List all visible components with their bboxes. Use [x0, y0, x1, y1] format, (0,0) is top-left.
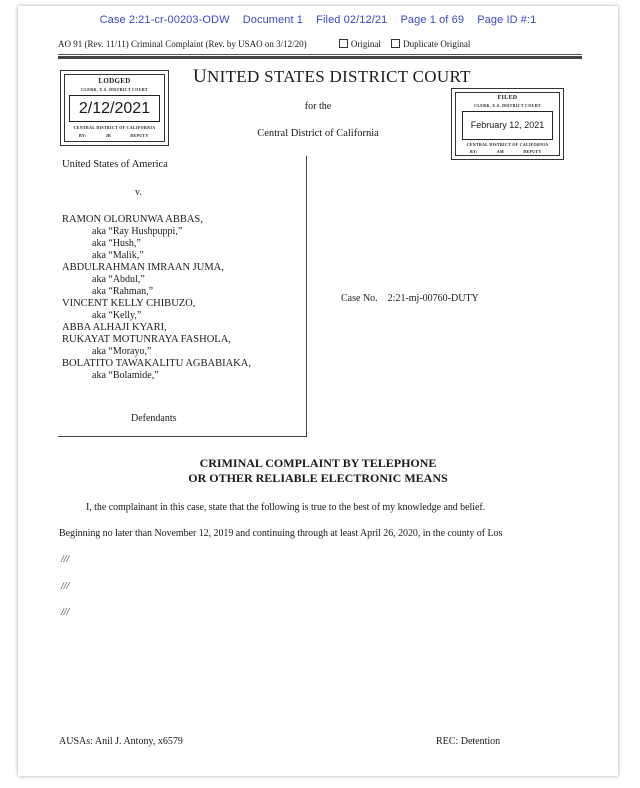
lodged-date: 2/12/2021	[69, 95, 160, 122]
filed-stamp	[451, 88, 564, 160]
complaint-title	[18, 456, 618, 486]
defendant-alias: aka “Morayo,”	[92, 346, 152, 357]
document-page	[18, 6, 618, 776]
for-the: for the	[304, 101, 332, 112]
defendant-name: VINCENT KELLY CHIBUZO,	[62, 298, 196, 309]
stamp-clerk: CLERK, U.S. DISTRICT COURT	[81, 87, 148, 92]
header-case: Case 2:21-cr-00203-ODW	[99, 14, 230, 26]
offense-paragraph: Beginning no later than November 12, 2019 and continuing through at least April 26, 2020, in the county of Los	[59, 528, 503, 539]
statement-paragraph: I, the complainant in this case, state that the following is true to the best of my knowledge and belief.	[86, 502, 486, 513]
stamp-deputy: DEPUTY	[130, 133, 149, 138]
stamp-title: FILED	[497, 95, 518, 101]
duplicate-option[interactable]	[391, 39, 470, 49]
continuation-marker: ///	[61, 607, 70, 618]
defendant-alias: aka “Malik,”	[92, 250, 144, 261]
stamp-by: BY:	[470, 149, 478, 154]
stamp-initials: JB	[105, 133, 112, 138]
plaintiff: United States of America	[62, 159, 168, 170]
stamp-clerk: CLERK, U.S. DISTRICT COURT	[474, 103, 541, 108]
case-number	[341, 293, 479, 304]
divider	[58, 54, 582, 55]
original-option[interactable]	[339, 39, 381, 49]
caption-vertical-rule	[306, 156, 307, 436]
defendant-alias: aka “Ray Hushpuppi,”	[92, 226, 183, 237]
form-number-line	[58, 39, 470, 49]
defendant-name: BOLATITO TAWAKALITU AGBABIAKA,	[62, 358, 251, 369]
stamp-district: CENTRAL DISTRICT OF CALIFORNIA	[466, 142, 549, 147]
case-number-value: 2:21-mj-00760-DUTY	[387, 293, 479, 304]
defendant-name: RUKAYAT MOTUNRAYA FASHOLA,	[62, 334, 231, 345]
continuation-marker: ///	[61, 554, 70, 565]
case-number-label: Case No.	[341, 293, 378, 304]
court-district: Central District of California	[257, 128, 379, 139]
divider-thick	[58, 56, 582, 59]
stamp-by: BY:	[79, 133, 87, 138]
header-page: Page 1 of 69	[400, 14, 465, 26]
checkbox-icon[interactable]	[339, 39, 348, 48]
defendant-name: ABDULRAHMAN IMRAAN JUMA,	[62, 262, 224, 273]
defendant-alias: aka “Abdul,”	[92, 274, 145, 285]
defendant-alias: aka “Bolamide,”	[92, 370, 159, 381]
form-number: AO 91 (Rev. 11/11) Criminal Complaint (Rev. by USAO on 3/12/20)	[58, 39, 307, 49]
stamp-by-line	[470, 149, 563, 154]
stamp-initials: AM	[496, 149, 504, 154]
defendant-alias: aka “Kelly,”	[92, 310, 142, 321]
complaint-title-line2: OR OTHER RELIABLE ELECTRONIC MEANS	[188, 471, 448, 485]
header-filed: Filed 02/12/21	[316, 14, 388, 26]
checkbox-icon[interactable]	[391, 39, 400, 48]
continuation-marker: ///	[61, 581, 70, 592]
header-page-id: Page ID #:1	[477, 14, 537, 26]
defendant-alias: aka “Hush,”	[92, 238, 141, 249]
rec-line: REC: Detention	[436, 736, 501, 747]
court-name-initial: U	[193, 66, 208, 87]
defendant-name: RAMON OLORUNWA ABBAS,	[62, 214, 203, 225]
stamp-title: LODGED	[98, 77, 131, 85]
duplicate-label: Duplicate Original	[403, 39, 471, 49]
defendant-name: ABBA ALHAJI KYARI,	[62, 322, 167, 333]
lodged-stamp	[60, 70, 169, 146]
stamp-by-line	[79, 133, 168, 138]
court-name	[193, 66, 471, 88]
complaint-title-line1: CRIMINAL COMPLAINT BY TELEPHONE	[199, 456, 437, 470]
versus: v.	[135, 187, 142, 198]
court-name-rest: NITED STATES DISTRICT COURT	[207, 67, 471, 86]
stamp-district: CENTRAL DISTRICT OF CALIFORNIA	[73, 125, 156, 130]
filed-date: February 12, 2021	[462, 111, 553, 140]
original-label: Original	[350, 39, 381, 49]
defendant-alias: aka “Rahman,”	[92, 286, 154, 297]
header-document: Document 1	[242, 14, 304, 26]
stamp-deputy: DEPUTY	[523, 149, 542, 154]
ausa-line: AUSAs: Anil J. Antony, x6579	[59, 736, 183, 747]
ecf-header	[18, 14, 618, 26]
caption-bottom-rule	[58, 436, 307, 437]
defendants-label: Defendants	[131, 413, 177, 424]
